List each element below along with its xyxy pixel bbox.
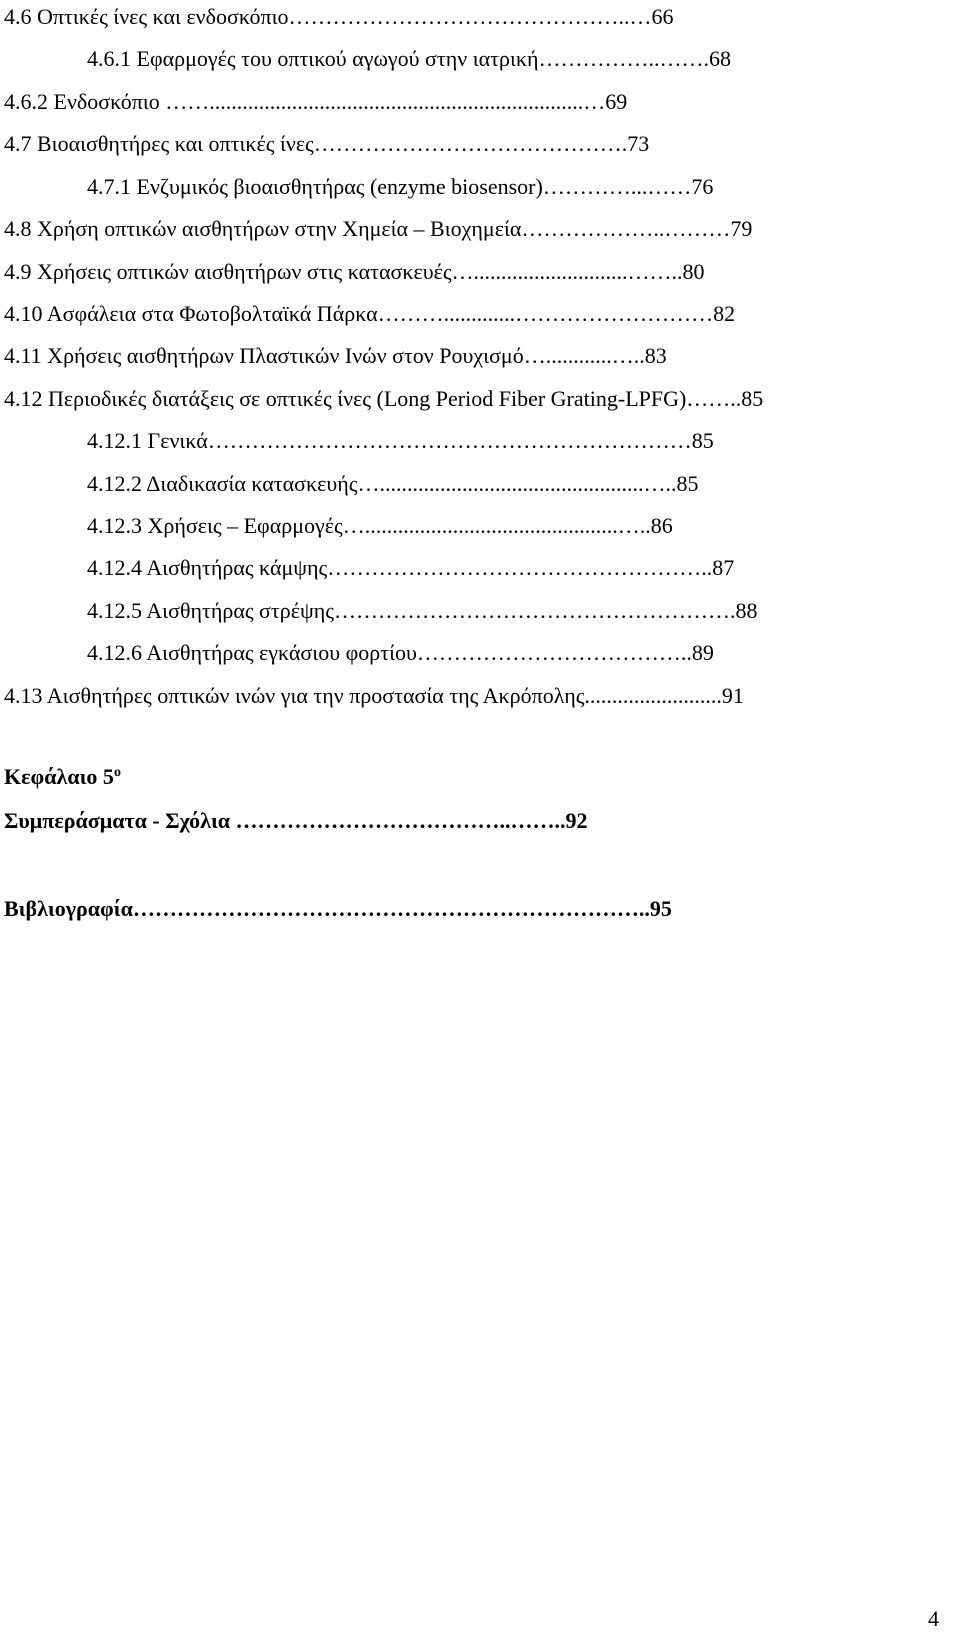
toc-entry: 4.12 Περιοδικές διατάξεις σε οπτικές ίνες (Long Period Fiber Grating-LPFG)……..85 [4,386,764,411]
toc-entry: 4.11 Χρήσεις αισθητήρων Πλαστικών Ινών στον Ρουχισμό…............…..83 [4,343,667,368]
chapter-heading-superscript: ο [113,765,121,780]
chapter-title-entry [4,806,588,836]
chapter-heading-text: Κεφάλαιο 5 [4,764,114,789]
page-number: 4 [928,1606,939,1631]
bibliography-entry [4,894,672,924]
toc-entry: 4.12.6 Αισθητήρας εγκάσιου φορτίου………………………………..89 [87,640,714,665]
toc-entry: 4.12.2 Διαδικασία κατασκευής…................................................…..85 [87,471,699,496]
toc-entry: 4.7.1 Ενζυμικός βιοαισθητήρας (enzyme biosensor)…………...……76 [87,174,714,199]
toc-entry: 4.12.3 Χρήσεις – Εφαρμογές…..............................................…..86 [87,513,673,538]
toc-entry: 4.13 Αισθητήρες οπτικών ινών για την προστασία της Ακρόπολης.........................91 [4,683,744,708]
toc-entry: 4.6.1 Εφαρμογές του οπτικού αγωγού στην ιατρική……………..…….68 [87,46,731,71]
toc-entry: 4.12.1 Γενικά…………………………………………………………85 [87,428,714,453]
bibliography-text: Βιβλιογραφία……………………………………………………………..95 [4,896,672,921]
toc-entry: 4.10 Ασφάλεια στα Φωτοβολταϊκά Πάρκα……….............………………………82 [4,301,736,326]
chapter-heading [4,762,121,792]
toc-entry: 4.6.2 Ενδοσκόπιο ……....................................................................…69 [4,89,628,114]
toc-entry: 4.7 Βιοαισθητήρες και οπτικές ίνες…………………………………….73 [4,131,650,156]
chapter-title-text: Συμπεράσματα - Σχόλια ………………………………..……..92 [4,808,588,833]
toc-entry: 4.12.4 Αισθητήρας κάμψης……………………………………………..87 [87,555,735,580]
toc-entry: 4.6 Οπτικές ίνες και ενδοσκόπιο………………………………………..…66 [4,4,674,29]
toc-entry: 4.8 Χρήση οπτικών αισθητήρων στην Χημεία – Βιοχημεία………………..………79 [4,216,753,241]
toc-entry: 4.12.5 Αισθητήρας στρέψης……………………………………………….88 [87,598,758,623]
toc-entry: 4.9 Χρήσεις οπτικών αισθητήρων στις κατασκευές…............................……..80 [4,259,705,284]
